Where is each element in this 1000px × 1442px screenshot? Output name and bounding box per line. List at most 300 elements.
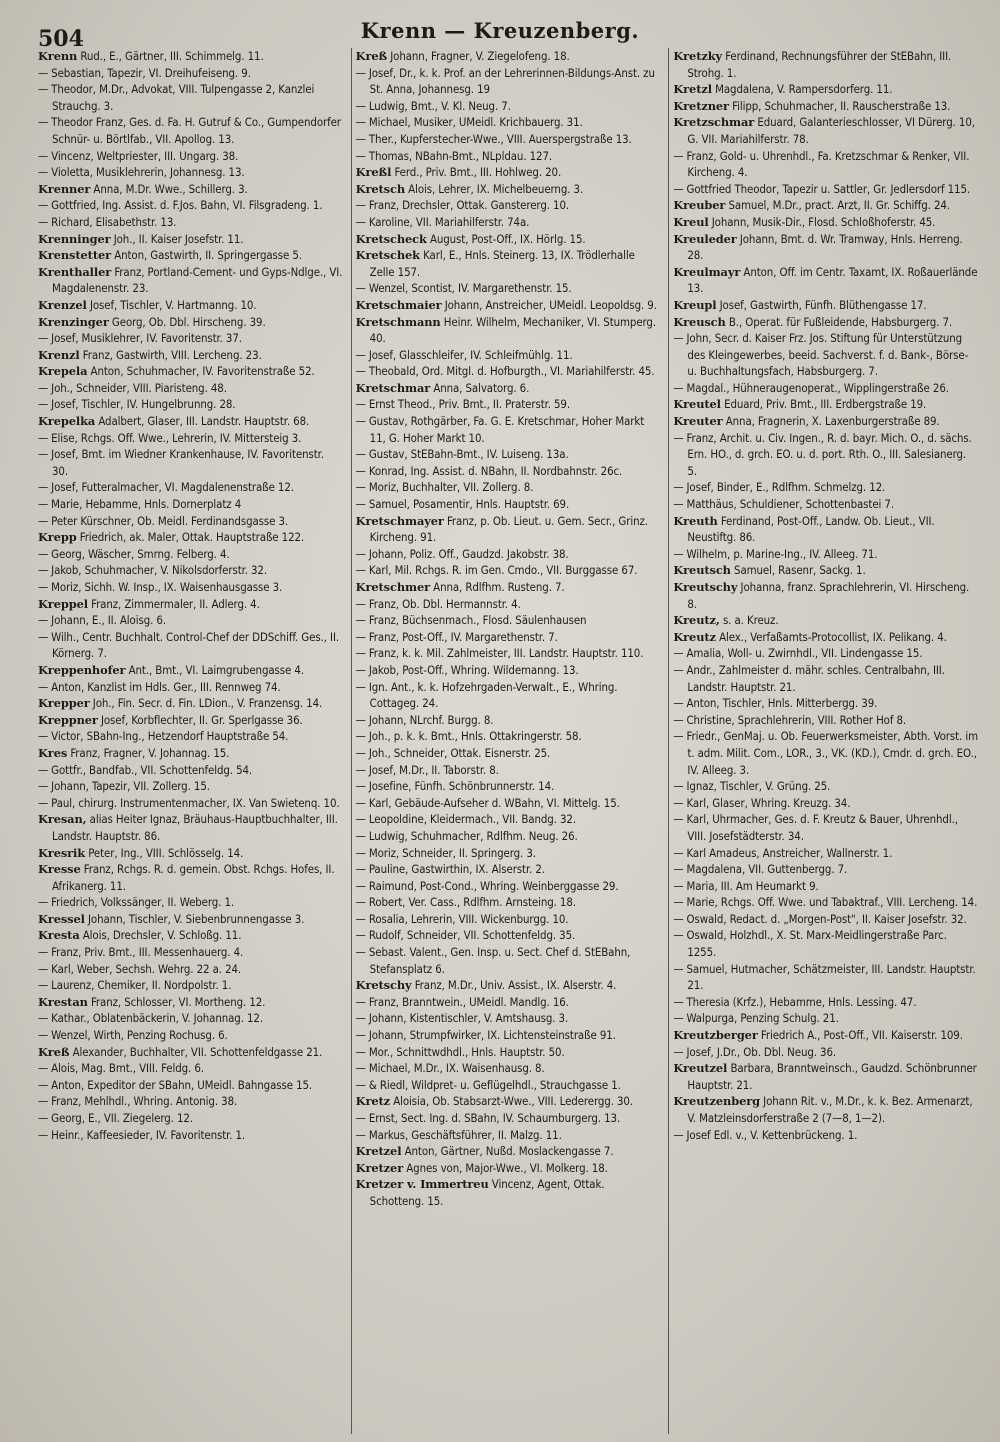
directory-entry bbox=[38, 231, 343, 248]
directory-entry bbox=[38, 264, 343, 297]
entry-surname: Kretzschmar bbox=[673, 115, 755, 130]
directory-entry bbox=[38, 479, 343, 496]
entry-details: Kathar., Oblatenbäckerin, V. Johannag. 12. bbox=[51, 1011, 263, 1026]
ditto-dash: — bbox=[673, 646, 684, 661]
entry-details: Karl, Mil. Rchgs. R. im Gen. Cmdo., VII. Burggasse 67. bbox=[368, 563, 638, 578]
directory-entry bbox=[356, 562, 661, 579]
entry-details: Franz, k. k. Mil. Zahlmeister, III. Landstr. Hauptstr. 110. bbox=[368, 646, 644, 661]
ditto-dash: — bbox=[355, 762, 366, 777]
entry-surname: Kreutsch bbox=[673, 563, 731, 578]
directory-entry bbox=[356, 1044, 661, 1061]
ditto-dash: — bbox=[38, 148, 49, 163]
directory-entry bbox=[38, 513, 343, 530]
entry-details: Andr., Zahlmeister d. mähr. schles. Centralbahn, III. Landstr. Hauptstr. 21. bbox=[686, 662, 945, 694]
entry-details: August, Post-Off., IX. Hörlg. 15. bbox=[429, 231, 586, 246]
directory-entry bbox=[38, 363, 343, 380]
ditto-dash: — bbox=[38, 82, 49, 97]
entry-details: Franz, Fragner, V. Johannag. 15. bbox=[70, 745, 230, 760]
ditto-dash: — bbox=[355, 629, 366, 644]
entry-surname: Kretzer bbox=[355, 1160, 404, 1175]
entry-surname: Kretzer v. Immertreu bbox=[355, 1177, 489, 1192]
entry-details: Ernst Theod., Priv. Bmt., II. Praterstr. 59. bbox=[368, 397, 570, 412]
entry-details: Johann Rit. v., M.Dr., k. k. Bez. Armenarzt, V. Matzleinsdorferstraße 2 (7—8, 1—2). bbox=[687, 1094, 973, 1125]
entry-details: Josef, Gastwirth, Fünfh. Blüthengasse 17. bbox=[719, 297, 927, 312]
directory-entry bbox=[673, 314, 978, 331]
ditto-dash: — bbox=[38, 430, 49, 445]
ditto-dash: — bbox=[673, 497, 684, 512]
entry-surname: Kreul bbox=[673, 214, 709, 229]
ditto-dash: — bbox=[355, 131, 366, 146]
directory-entry bbox=[356, 314, 661, 347]
entry-surname: Kreutzel bbox=[673, 1061, 728, 1076]
ditto-dash: — bbox=[673, 812, 684, 827]
directory-entry bbox=[38, 745, 343, 762]
directory-entry bbox=[673, 81, 978, 98]
ditto-dash: — bbox=[355, 1111, 366, 1125]
directory-entry bbox=[673, 98, 978, 115]
directory-entry bbox=[673, 380, 978, 397]
entry-surname: Kreutel bbox=[673, 397, 721, 412]
ditto-dash: — bbox=[38, 397, 49, 412]
entry-details: Joh., Fin. Secr. d. Fin. LDion., V. Franzensg. 14. bbox=[92, 696, 323, 711]
ditto-dash: — bbox=[355, 729, 366, 744]
ditto-dash: — bbox=[38, 165, 49, 180]
ditto-dash: — bbox=[355, 1028, 366, 1043]
entry-surname: Kretzel bbox=[355, 1144, 402, 1159]
entry-surname: Kreusch bbox=[673, 314, 726, 329]
directory-entry bbox=[38, 1010, 343, 1027]
entry-details: Johann, Anstreicher, UMeidl. Leopoldsg. 9. bbox=[444, 297, 657, 312]
entry-details: Filipp, Schuhmacher, II. Rauscherstraße 13. bbox=[732, 98, 951, 113]
directory-entry bbox=[38, 811, 343, 844]
ditto-dash: — bbox=[355, 463, 366, 478]
entry-surname: Krenner bbox=[38, 181, 91, 196]
directory-entry bbox=[673, 645, 978, 662]
entry-details: Karl Amadeus, Anstreicher, Wallnerstr. 1. bbox=[686, 845, 893, 860]
entry-details: Josef, Tischler, IV. Hungelbrunng. 28. bbox=[51, 397, 236, 412]
entry-details: Johanna, franz. Sprachlehrerin, VI. Hirscheng. 8. bbox=[687, 580, 970, 611]
ditto-dash: — bbox=[38, 1028, 49, 1043]
entry-details: B., Operat. für Fußleidende, Habsburgerg. 7. bbox=[728, 314, 953, 329]
directory-entry bbox=[38, 164, 343, 181]
entry-surname: Kretschmayer bbox=[355, 513, 444, 528]
ditto-dash: — bbox=[38, 762, 49, 777]
entry-surname: Kretzl bbox=[673, 82, 712, 97]
entry-details: Eduard, Galanterieschlosser, VI Dürerg. 10, G. VII. Mariahilferstr. 78. bbox=[687, 115, 975, 146]
ditto-dash: — bbox=[355, 712, 366, 727]
column-3 bbox=[668, 48, 980, 1434]
entry-details: Walpurga, Penzing Schulg. 21. bbox=[686, 1011, 839, 1026]
directory-entry bbox=[673, 330, 978, 380]
ditto-dash: — bbox=[38, 895, 49, 910]
entry-surname: Krenn bbox=[38, 49, 78, 63]
directory-entry bbox=[673, 695, 978, 712]
entry-surname: Kretscheck bbox=[355, 231, 427, 246]
directory-entry bbox=[38, 81, 343, 114]
ditto-dash: — bbox=[355, 862, 366, 877]
directory-entry bbox=[38, 894, 343, 911]
entry-details: Wenzel, Wirth, Penzing Rochusg. 6. bbox=[51, 1028, 228, 1043]
entry-details: Johann, Poliz. Off., Gaudzd. Jakobstr. 38. bbox=[368, 546, 569, 561]
entry-details: Jakob, Schuhmacher, V. Nikolsdorferstr. 32. bbox=[51, 563, 267, 578]
ditto-dash: — bbox=[38, 679, 49, 694]
ditto-dash: — bbox=[355, 945, 366, 960]
directory-entry bbox=[38, 197, 343, 214]
directory-entry bbox=[38, 977, 343, 994]
entry-details: Konrad, Ing. Assist. d. NBahn, II. Nordbahnstr. 26c. bbox=[368, 463, 623, 478]
directory-entry bbox=[356, 247, 661, 280]
entry-surname: Kretschmann bbox=[355, 314, 441, 329]
directory-entry bbox=[356, 994, 661, 1011]
directory-entry bbox=[38, 1093, 343, 1110]
entry-surname: Kreuter bbox=[673, 414, 723, 429]
entry-details: Heinr., Kaffeesieder, IV. Favoritenstr. 1. bbox=[51, 1127, 246, 1142]
directory-entry bbox=[38, 330, 343, 347]
directory-entry bbox=[356, 1077, 661, 1094]
directory-entry bbox=[673, 479, 978, 496]
ditto-dash: — bbox=[38, 480, 49, 495]
directory-entry bbox=[38, 396, 343, 413]
directory-entry bbox=[356, 977, 661, 994]
directory-entry bbox=[356, 579, 661, 596]
entry-details: Anton, Gärtner, Nußd. Moslackengasse 7. bbox=[404, 1144, 614, 1159]
ditto-dash: — bbox=[355, 994, 366, 1009]
entry-details: Agnes von, Major-Wwe., VI. Molkerg. 18. bbox=[406, 1160, 608, 1175]
entry-details: Franz, Gold- u. Uhrenhdl., Fa. Kretzschmar & Renker, VII. Kircheng. 4. bbox=[686, 148, 970, 180]
ditto-dash: — bbox=[355, 646, 366, 661]
directory-entry bbox=[356, 131, 661, 148]
entry-details: Michael, M.Dr., IX. Waisenhausg. 8. bbox=[368, 1061, 545, 1076]
directory-entry bbox=[356, 1110, 661, 1127]
directory-entry bbox=[673, 264, 978, 297]
directory-entry bbox=[673, 214, 978, 231]
entry-details: Friedrich, Volkssänger, II. Weberg. 1. bbox=[51, 895, 235, 910]
entry-details: Thomas, NBahn-Bmt., NLpldau. 127. bbox=[368, 148, 553, 163]
entry-details: Matthäus, Schuldiener, Schottenbastei 7. bbox=[686, 497, 895, 512]
entry-details: Oswald, Holzhdl., X. St. Marx-Meidlingerstraße Parc. 1255. bbox=[686, 928, 947, 960]
entry-details: John, Secr. d. Kaiser Frz. Jos. Stiftung für Unterstützung des Kleingewerbes, beeid. Sachverst. f. d. Bank-, Börse- u. Buchhaltungsfach, Habsburgerg. 7. bbox=[686, 331, 969, 379]
entry-details: Franz, Rchgs. R. d. gemein. Obst. Rchgs. Hofes, II. Afrikanerg. 11. bbox=[52, 862, 335, 893]
directory-entry bbox=[356, 861, 661, 878]
directory-entry bbox=[673, 811, 978, 844]
directory-entry bbox=[356, 795, 661, 812]
directory-entry bbox=[356, 1127, 661, 1144]
entry-details: Samuel, Rasenr, Sackg. 1. bbox=[734, 563, 866, 578]
entry-details: Georg, Wäscher, Smrng. Felberg. 4. bbox=[51, 546, 230, 561]
ditto-dash: — bbox=[673, 795, 684, 810]
entry-details: Wilhelm, p. Marine-Ing., IV. Alleeg. 71. bbox=[686, 546, 878, 561]
entry-details: Robert, Ver. Cass., Rdlfhm. Arnsteing. 18. bbox=[368, 895, 576, 910]
directory-entry bbox=[38, 413, 343, 430]
directory-entry bbox=[356, 1010, 661, 1027]
entry-details: Elise, Rchgs. Off. Wwe., Lehrerin, IV. Mittersteig 3. bbox=[51, 430, 302, 445]
entry-surname: Kretschmaier bbox=[355, 297, 442, 312]
ditto-dash: — bbox=[355, 563, 366, 578]
entry-details: Alexander, Buchhalter, VII. Schottenfeldgasse 21. bbox=[72, 1044, 323, 1059]
entry-details: Aloisia, Ob. Stabsarzt-Wwe., VIII. Lederergg. 30. bbox=[393, 1094, 633, 1109]
entry-details: Anton, Off. im Centr. Taxamt, IX. Roßauerlände 13. bbox=[687, 264, 978, 296]
directory-entry bbox=[38, 961, 343, 978]
entry-details: Vincenz, Weltpriester, III. Ungarg. 38. bbox=[51, 148, 239, 163]
directory-entry bbox=[38, 148, 343, 165]
directory-entry bbox=[356, 114, 661, 131]
ditto-dash: — bbox=[673, 148, 684, 163]
ditto-dash: — bbox=[355, 679, 366, 694]
entry-details: Anton, Schuhmacher, IV. Favoritenstraße 52. bbox=[90, 364, 315, 379]
directory-entry bbox=[673, 430, 978, 480]
directory-entry bbox=[38, 1044, 343, 1061]
entry-details: Johann, Bmt. d. Wr. Tramway, Hnls. Herreng. 28. bbox=[687, 231, 963, 263]
directory-entry bbox=[673, 48, 978, 81]
directory-entry bbox=[38, 562, 343, 579]
entry-surname: Krepelka bbox=[38, 414, 96, 429]
directory-entry bbox=[673, 396, 978, 413]
ditto-dash: — bbox=[355, 98, 366, 113]
entry-details: Mor., Schnittwdhdl., Hnls. Hauptstr. 50. bbox=[368, 1044, 565, 1059]
entry-details: Gottfr., Bandfab., VII. Schottenfeldg. 54. bbox=[51, 762, 253, 777]
ditto-dash: — bbox=[355, 447, 366, 462]
ditto-dash: — bbox=[673, 928, 684, 943]
entry-details: Richard, Elisabethstr. 13. bbox=[51, 214, 177, 229]
ditto-dash: — bbox=[355, 878, 366, 893]
entry-surname: Kressel bbox=[38, 911, 85, 926]
directory-entry bbox=[673, 297, 978, 314]
entry-details: Josef, J.Dr., Ob. Dbl. Neug. 36. bbox=[686, 1044, 837, 1059]
ditto-dash: — bbox=[355, 364, 366, 379]
directory-entry bbox=[38, 496, 343, 513]
directory-entry bbox=[38, 314, 343, 331]
entry-surname: Kreutschy bbox=[673, 580, 738, 594]
entry-details: Leopoldine, Kleidermach., VII. Bandg. 32. bbox=[368, 812, 576, 827]
ditto-dash: — bbox=[38, 380, 49, 395]
entry-surname: Kreppner bbox=[38, 712, 98, 727]
directory-entry bbox=[356, 728, 661, 745]
entry-surname: Kreuber bbox=[673, 198, 726, 213]
ditto-dash: — bbox=[355, 613, 366, 628]
entry-details: Anna, M.Dr. Wwe., Schillerg. 3. bbox=[93, 181, 248, 196]
entry-details: Rosalia, Lehrerin, VIII. Wickenburgg. 10. bbox=[368, 911, 569, 926]
entry-surname: Kretschmar bbox=[355, 380, 431, 395]
entry-details: Franz, Drechsler, Ottak. Ganstererg. 10. bbox=[368, 198, 570, 213]
entry-surname: Kresrik bbox=[38, 845, 86, 860]
entry-details: Friedrich, ak. Maler, Ottak. Hauptstraße 122. bbox=[79, 530, 305, 545]
directory-entry bbox=[356, 546, 661, 563]
entry-surname: Kreutz bbox=[673, 629, 716, 644]
entry-details: Rudolf, Schneider, VII. Schottenfeldg. 35. bbox=[368, 928, 576, 943]
directory-entry bbox=[356, 1027, 661, 1044]
ditto-dash: — bbox=[38, 65, 49, 80]
entry-details: Ludwig, Bmt., V. Kl. Neug. 7. bbox=[368, 98, 511, 113]
ditto-dash: — bbox=[673, 546, 684, 561]
directory-entry bbox=[38, 778, 343, 795]
ditto-dash: — bbox=[38, 198, 49, 213]
ditto-dash: — bbox=[38, 978, 49, 993]
entry-details: Moriz, Buchhalter, VII. Zollerg. 8. bbox=[368, 480, 534, 495]
directory-entry bbox=[356, 1143, 661, 1160]
entry-details: Laurenz, Chemiker, II. Nordpolstr. 1. bbox=[51, 978, 232, 993]
directory-entry bbox=[673, 197, 978, 214]
ditto-dash: — bbox=[355, 1061, 366, 1076]
ditto-dash: — bbox=[38, 563, 49, 578]
entry-surname: Krenstetter bbox=[38, 248, 112, 263]
directory-entry bbox=[38, 662, 343, 679]
ditto-dash: — bbox=[673, 662, 684, 677]
entry-details: Ferdinand, Post-Off., Landw. Ob. Lieut., VII. Neustiftg. 86. bbox=[687, 513, 935, 545]
entry-surname: Kretzner bbox=[673, 98, 729, 113]
entry-details: Franz, Portland-Cement- und Gyps-Ndlge., VI. Magdalenenstr. 23. bbox=[52, 264, 343, 296]
ditto-dash: — bbox=[38, 497, 49, 512]
directory-entry bbox=[673, 496, 978, 513]
entry-details: Karl, E., Hnls. Steinerg. 13, IX. Trödlerhalle Zelle 157. bbox=[369, 248, 635, 279]
entry-surname: Kretschy bbox=[355, 978, 412, 993]
entry-details: Franz, Ob. Dbl. Hermannstr. 4. bbox=[368, 596, 521, 611]
ditto-dash: — bbox=[355, 596, 366, 611]
entry-details: Eduard, Priv. Bmt., III. Erdbergstraße 19. bbox=[724, 397, 927, 412]
entry-details: Joh., II. Kaiser Josefstr. 11. bbox=[113, 231, 244, 246]
entry-surname: Krepela bbox=[38, 364, 88, 379]
directory-entry bbox=[356, 911, 661, 928]
entry-surname: Kreuth bbox=[673, 513, 718, 528]
entry-details: alias Heiter Ignaz, Bräuhaus-Hauptbuchhalter, III. Landstr. Hauptstr. 86. bbox=[52, 812, 338, 843]
ditto-dash: — bbox=[673, 994, 684, 1009]
directory-entry bbox=[356, 596, 661, 613]
directory-entry bbox=[38, 927, 343, 944]
ditto-dash: — bbox=[38, 331, 49, 346]
directory-entry bbox=[38, 114, 343, 147]
directory-entry bbox=[356, 513, 661, 546]
directory-entry bbox=[673, 181, 978, 198]
entry-details: Sebastian, Tapezir, VI. Dreihufeiseng. 9. bbox=[51, 65, 251, 80]
entry-surname: Kretschek bbox=[355, 248, 420, 263]
entry-details: Theodor Franz, Ges. d. Fa. H. Gutruf & Co., Gumpendorfer Schnür- u. Börtlfab., VII. Apollog. 13. bbox=[51, 115, 341, 146]
ditto-dash: — bbox=[355, 828, 366, 843]
entry-details: Ernst, Sect. Ing. d. SBahn, IV. Schaumburgerg. 13. bbox=[368, 1111, 621, 1125]
entry-details: Karoline, VII. Mariahilferstr. 74a. bbox=[368, 214, 530, 229]
entry-details: Raimund, Post-Cond., Whring. Weinberggasse 29. bbox=[368, 878, 619, 893]
directory-entry bbox=[356, 214, 661, 231]
directory-entry bbox=[673, 911, 978, 928]
ditto-dash: — bbox=[673, 430, 684, 445]
entry-details: Magdalena, V. Rampersdorferg. 11. bbox=[715, 82, 893, 97]
ditto-dash: — bbox=[673, 181, 684, 196]
entry-surname: Kreppel bbox=[38, 596, 88, 611]
ditto-dash: — bbox=[38, 1127, 49, 1142]
entry-details: Alois, Drechsler, V. Schloßg. 11. bbox=[82, 928, 242, 943]
ditto-dash: — bbox=[38, 1061, 49, 1076]
directory-entry bbox=[356, 762, 661, 779]
entry-details: Anton, Kanzlist im Hdls. Ger., III. Rennweg 74. bbox=[51, 679, 281, 694]
ditto-dash: — bbox=[673, 1044, 684, 1059]
directory-entry bbox=[356, 65, 661, 98]
ditto-dash: — bbox=[355, 1127, 366, 1142]
ditto-dash: — bbox=[355, 281, 366, 296]
entry-details: Amalia, Woll- u. Zwirnhdl., VII. Lindengasse 15. bbox=[686, 646, 923, 661]
directory-entry bbox=[356, 1160, 661, 1177]
directory-entry bbox=[356, 1176, 661, 1209]
directory-entry bbox=[38, 994, 343, 1011]
directory-entry bbox=[38, 944, 343, 961]
ditto-dash: — bbox=[355, 198, 366, 213]
entry-surname: Krenzinger bbox=[38, 314, 109, 329]
entry-details: Joh., p. k. k. Bmt., Hnls. Ottakringerstr. 58. bbox=[368, 729, 582, 744]
directory-entry bbox=[673, 546, 978, 563]
entry-details: Josefine, Fünfh. Schönbrunnerstr. 14. bbox=[368, 779, 555, 794]
directory-entry bbox=[673, 795, 978, 812]
directory-entry bbox=[673, 778, 978, 795]
ditto-dash: — bbox=[355, 745, 366, 760]
directory-entry bbox=[356, 496, 661, 513]
ditto-dash: — bbox=[355, 480, 366, 495]
directory-entry bbox=[356, 347, 661, 364]
entry-surname: Kreuleder bbox=[673, 231, 737, 246]
directory-entry bbox=[356, 48, 661, 65]
entry-surname: Kres bbox=[38, 745, 68, 760]
ditto-dash: — bbox=[38, 115, 49, 130]
directory-entry bbox=[356, 297, 661, 314]
directory-entry bbox=[356, 396, 661, 413]
entry-details: Franz, Branntwein., UMeidl. Mandlg. 16. bbox=[368, 994, 569, 1009]
entry-surname: Kreß bbox=[355, 49, 388, 63]
directory-entry bbox=[38, 181, 343, 198]
entry-details: Karl, Uhrmacher, Ges. d. F. Kreutz & Bauer, Uhrenhdl., VIII. Josefstädterstr. 34. bbox=[686, 812, 958, 843]
ditto-dash: — bbox=[38, 1094, 49, 1109]
entry-details: Georg, Ob. Dbl. Hirscheng. 39. bbox=[111, 314, 266, 329]
ditto-dash: — bbox=[355, 115, 366, 130]
ditto-dash: — bbox=[673, 845, 684, 860]
entry-details: Franz, Post-Off., IV. Margarethenstr. 7. bbox=[368, 629, 558, 644]
ditto-dash: — bbox=[355, 779, 366, 794]
entry-details: Ther., Kupferstecher-Wwe., VIII. Auerspergstraße 13. bbox=[368, 131, 632, 146]
directory-entry bbox=[356, 413, 661, 446]
directory-entry bbox=[38, 596, 343, 613]
entry-details: Franz, Büchsenmach., Flosd. Säulenhausen bbox=[368, 613, 587, 628]
entry-details: Johann, Tischler, V. Siebenbrunnengasse 3. bbox=[88, 911, 305, 926]
ditto-dash: — bbox=[355, 1011, 366, 1026]
ditto-dash: — bbox=[355, 662, 366, 677]
ditto-dash: — bbox=[673, 331, 684, 346]
entry-surname: Kretz bbox=[355, 1094, 391, 1109]
entry-details: Paul, chirurg. Instrumentenmacher, IX. Van Swietenq. 10. bbox=[51, 795, 340, 810]
directory-entry bbox=[38, 214, 343, 231]
ditto-dash: — bbox=[38, 629, 49, 644]
ditto-dash: — bbox=[38, 961, 49, 976]
entry-details: Peter, Ing., VIII. Schlösselg. 14. bbox=[88, 845, 244, 860]
entry-surname: Kreßl bbox=[355, 165, 392, 180]
entry-details: Samuel, M.Dr., pract. Arzt, II. Gr. Schiffg. 24. bbox=[728, 198, 950, 213]
ditto-dash: — bbox=[673, 862, 684, 877]
entry-details: Franz, Gastwirth, VIII. Lercheng. 23. bbox=[82, 347, 262, 362]
ditto-dash: — bbox=[38, 546, 49, 561]
directory-entry bbox=[38, 612, 343, 629]
directory-entry bbox=[356, 778, 661, 795]
ditto-dash: — bbox=[673, 911, 684, 926]
directory-entry bbox=[356, 1093, 661, 1110]
ditto-dash: — bbox=[355, 397, 366, 412]
entry-details: Karl, Glaser, Whring. Kreuzg. 34. bbox=[686, 795, 851, 810]
directory-entry bbox=[673, 1010, 978, 1027]
entry-surname: Kreupl bbox=[673, 297, 717, 312]
directory-entry bbox=[673, 1093, 978, 1126]
ditto-dash: — bbox=[673, 380, 684, 395]
entry-surname: Kreppenhofer bbox=[38, 662, 126, 677]
entry-details: Marie, Hebamme, Hnls. Dornerplatz 4 bbox=[51, 497, 242, 512]
directory-entry bbox=[38, 795, 343, 812]
directory-entry bbox=[673, 961, 978, 994]
directory-entry bbox=[356, 380, 661, 397]
directory-entry bbox=[673, 413, 978, 430]
directory-entry bbox=[673, 712, 978, 729]
ditto-dash: — bbox=[38, 729, 49, 744]
